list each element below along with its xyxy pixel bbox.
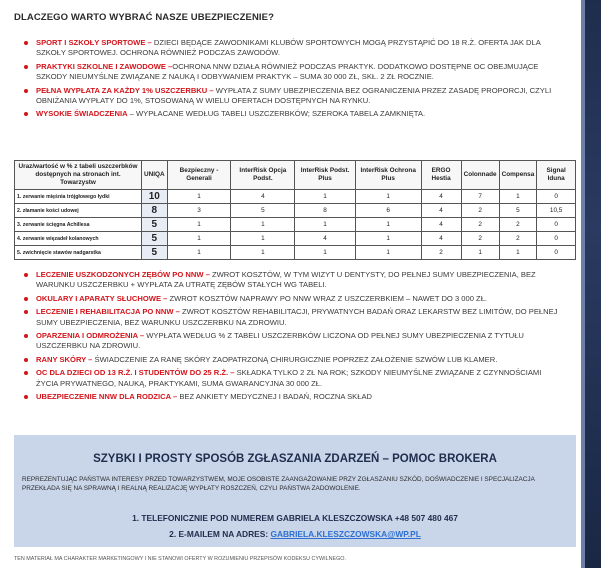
list-item bbox=[22, 355, 562, 365]
side-strip-edge bbox=[581, 0, 585, 568]
table-cell: 1 bbox=[461, 246, 499, 260]
table-row bbox=[15, 204, 576, 218]
item-text: ZWROT KOSZTÓW REHABILITACJI, PRYWATNYCH BADAŃ ORAZ LEKARSTW BEZ LIMITÓW, DO PEŁNEJ SUMY UBEZPIECZENIA, BEZ WARUNKU USZCZERBKU NA ZDROWIU. bbox=[36, 307, 558, 327]
table-cell: 5 bbox=[142, 246, 168, 260]
benefits-list-top bbox=[22, 38, 562, 123]
table-cell: 5 bbox=[142, 232, 168, 246]
item-text: – WYPŁACANE WEDŁUG TABELI USZCZERBKÓW; SZEROKA TABELA ZAMKNIĘTA. bbox=[127, 109, 426, 119]
table-cell: 2 bbox=[461, 218, 499, 232]
table-cell: 8 bbox=[295, 204, 356, 218]
table-cell: 5 bbox=[231, 204, 295, 218]
table-cell: 1 bbox=[499, 246, 537, 260]
list-item bbox=[22, 392, 562, 402]
list-item bbox=[22, 86, 562, 107]
table-cell: 4 bbox=[421, 232, 461, 246]
item-text: ZWROT KOSZTÓW NAPRAWY PO NNW WRAZ Z USZCZERBKIEM – NAWET DO 3 000 ZŁ. bbox=[167, 293, 488, 303]
column-header: Signal Iduna bbox=[537, 161, 576, 190]
list-item bbox=[22, 109, 562, 119]
table-cell: 8 bbox=[142, 204, 168, 218]
table-cell: 0 bbox=[537, 232, 576, 246]
table-cell: 0 bbox=[537, 190, 576, 204]
item-highlight: OC DLA DZIECI OD 13 R.Ż. I STUDENTÓW DO 25 R.Ż. – bbox=[36, 368, 235, 378]
table-cell: 4 bbox=[421, 204, 461, 218]
table-row bbox=[15, 232, 576, 246]
table-cell: 5 bbox=[499, 204, 537, 218]
item-text: ZWROT KOSZTÓW, W TYM WIZYT U DENTYSTY, DO PEŁNEJ SUMY UBEZPIECZENIA, BEZ WARUNKU USZCZERBKU + WYPŁATA ZA UTRATĘ ZĘBÓW STAŁYCH WG TABELI. bbox=[36, 270, 536, 290]
item-highlight: LECZENIE I REHABILITACJA PO NNW – bbox=[36, 307, 180, 317]
phone-contact-line: 1. TELEFONICZNIE POD NUMEREM GABRIELA KLESZCZOWSKA +48 507 480 467 bbox=[132, 513, 458, 523]
table-cell: 1 bbox=[295, 246, 356, 260]
table-cell: 1 bbox=[355, 218, 421, 232]
table-cell: 1 bbox=[295, 190, 356, 204]
row-label: 2. złamanie kości udowej bbox=[15, 204, 142, 218]
column-header: Compensa bbox=[499, 161, 537, 190]
table-cell: 10,5 bbox=[537, 204, 576, 218]
item-highlight: PEŁNA WYPŁATA ZA KAŻDY 1% USZCZERBKU – bbox=[36, 85, 214, 95]
list-item bbox=[22, 38, 562, 59]
item-highlight: OKULARY I APARATY SŁUCHOWE – bbox=[36, 293, 168, 303]
table-cell: 1 bbox=[295, 218, 356, 232]
table-cell: 4 bbox=[295, 232, 356, 246]
disclaimer-text: TEN MATERIAŁ MA CHARAKTER MARKETINGOWY I NIE STANOWI OFERTY W ROZUMIENIU PRZEPISÓW KODEKSU CYWILNEGO. bbox=[14, 556, 346, 562]
comparison-table bbox=[14, 160, 576, 260]
table-cell: 1 bbox=[231, 246, 295, 260]
item-highlight: PRAKTYKI SZKOLNE I ZAWODOWE – bbox=[36, 61, 173, 71]
bullet-icon bbox=[24, 41, 28, 45]
row-label: 1. zerwanie mięśnia trójgłowego łydki bbox=[15, 190, 142, 204]
row-label: 3. zerwanie ścięgna Achillesa bbox=[15, 218, 142, 232]
column-header: InterRisk Ochrona Plus bbox=[355, 161, 421, 190]
table-cell: 6 bbox=[355, 204, 421, 218]
item-highlight: LECZENIE USZKODZONYCH ZĘBÓW PO NNW – bbox=[36, 270, 210, 279]
table-row bbox=[15, 218, 576, 232]
table-cell: 7 bbox=[461, 190, 499, 204]
list-item bbox=[22, 62, 562, 83]
table-cell: 1 bbox=[499, 190, 537, 204]
bullet-icon bbox=[24, 89, 28, 93]
column-header: InterRisk Podst. Plus bbox=[295, 161, 356, 190]
bullet-icon bbox=[24, 273, 28, 277]
column-header: ERGO Hestia bbox=[421, 161, 461, 190]
decorative-side-strip bbox=[581, 0, 601, 568]
item-text: SKŁADKA TYLKO 2 ZŁ NA ROK; SZKODY NIEUMYŚLNE ZWIĄZANE Z CZYNNOŚCIAMI ŻYCIA PRYWATNEGO, NAUKĄ, PRAKTYKAMI, SUMA GWARANCYJNA 30 000 ZŁ. bbox=[36, 368, 542, 388]
table-cell: 1 bbox=[167, 218, 231, 232]
table-cell: 1 bbox=[167, 232, 231, 246]
column-header: UNIQA bbox=[142, 161, 168, 190]
table-cell: 2 bbox=[499, 232, 537, 246]
bullet-icon bbox=[24, 371, 28, 375]
column-header: InterRisk Opcja Podst. bbox=[231, 161, 295, 190]
table-row bbox=[15, 190, 576, 204]
list-item bbox=[22, 270, 562, 291]
email-contact-line bbox=[14, 529, 576, 539]
bullet-icon bbox=[24, 297, 28, 301]
benefits-list-bottom bbox=[22, 270, 562, 405]
column-header: Colonnade bbox=[461, 161, 499, 190]
item-text: DZIECI BĘDĄCE ZAWODNIKAMI KLUBÓW SPORTOWYCH MOGĄ PRZYSTĄPIĆ DO 18 R.Ż. OFERTA JAK DLA SZKOŁY SPORTOWEJ. OCHRONA RÓWNIEŻ PODCZAS ZAWODÓW. bbox=[36, 38, 541, 58]
page-title: DLACZEGO WARTO WYBRAĆ NASZE UBEZPIECZENIE? bbox=[14, 12, 274, 23]
table-header-row bbox=[15, 161, 576, 190]
list-item bbox=[22, 294, 562, 304]
item-text: BEZ ANKIETY MEDYCZNEJ I BADAŃ, ROCZNA SKŁAD bbox=[177, 392, 373, 402]
item-text: OCHRONA NNW DZIAŁA RÓWNIEŻ PODCZAS PRAKTYK. DODATKOWO DOSTĘPNE OC OBEJMUJĄCE SZKODY NIEUMYŚLNE ZWIĄZANE Z NAUKĄ I ODBYWANIEM PRAKTYK – SUMA 30 000 ZŁ, SKŁ. 2 ZŁ ROCZNIE. bbox=[36, 61, 539, 82]
table-cell: 1 bbox=[355, 190, 421, 204]
table-cell: 1 bbox=[167, 246, 231, 260]
row-label: 4. zerwanie więzadeł kolanowych bbox=[15, 232, 142, 246]
list-item bbox=[22, 331, 562, 352]
item-highlight: OPARZENIA I ODMROŻENIA – bbox=[36, 331, 145, 341]
bullet-icon bbox=[24, 112, 28, 116]
table-cell: 2 bbox=[421, 246, 461, 260]
email-prefix: 2. E-MAILEM NA ADRES: bbox=[169, 529, 271, 539]
row-label: 5. zwichnięcie stawów nadgarstka bbox=[15, 246, 142, 260]
table-cell: 4 bbox=[231, 190, 295, 204]
bullet-icon bbox=[24, 358, 28, 362]
bullet-icon bbox=[24, 334, 28, 338]
item-text: ŚWIADCZENIE ZA RANĘ SKÓRY ZAOPATRZONĄ CHIRURGICZNIE POPRZEZ ZAŁOŻENIE SZWÓW LUB KLAMER. bbox=[92, 354, 498, 364]
column-header: Uraz/wartość w % z tabeli uszczerbków dostępnych na stronach int. Towarzystw bbox=[15, 161, 142, 190]
item-highlight: SPORT I SZKOŁY SPORTOWE – bbox=[36, 38, 152, 47]
broker-heading: SZYBKI I PROSTY SPOSÓB ZGŁASZANIA ZDARZEŃ – POMOC BROKERA bbox=[93, 453, 497, 465]
table-cell: 4 bbox=[421, 218, 461, 232]
item-highlight: RANY SKÓRY – bbox=[36, 354, 93, 364]
table-cell: 5 bbox=[142, 218, 168, 232]
broker-help-panel bbox=[14, 435, 576, 547]
item-text: WYPŁATA WEDŁUG % Z TABELI USZCZERBKÓW LICZONA OD PEŁNEJ SUMY UBEZPIECZENIA Z TYTUŁU USZCZERBKU NA ZDROWIU. bbox=[36, 331, 524, 351]
email-link[interactable]: GABRIELA.KLESZCZOWSKA@WP.PL bbox=[270, 529, 421, 539]
table-cell: 0 bbox=[537, 246, 576, 260]
column-header: Bezpieczny - Generali bbox=[167, 161, 231, 190]
item-text: WYPŁATA Z SUMY UBEZPIECZENIA BEZ OGRANICZENIA PRZEZ ZASADĘ PROPORCJI, CZYLI OBNIŻANIA WYPŁATY DO 1%, STOSOWANĄ W WIELU OFERTACH DOSTĘPNYCH NA RYNKU. bbox=[36, 85, 552, 106]
item-highlight: WYSOKIE ŚWIADCZENIA bbox=[36, 109, 128, 119]
table-cell: 3 bbox=[167, 204, 231, 218]
broker-description: REPREZENTUJĄC PAŃSTWA INTERESY PRZED TOWARZYSTWEM, MOJE OSOBISTE ZAANGAŻOWANIE PRZY ZGŁASZANIU SZKÓD, DOŚWIADCZENIE I SPECJALIZACJA PRZEKŁADA SIĘ NA SPRAWNĄ I REALNĄ REALIZACJĘ WYPŁATY ROSZCZEŃ, CZYLI PAŃSTWA ZADOWOLENIE. bbox=[22, 476, 535, 492]
table-cell: 1 bbox=[231, 232, 295, 246]
table-cell: 1 bbox=[167, 190, 231, 204]
list-item bbox=[22, 307, 562, 328]
table-cell: 2 bbox=[461, 232, 499, 246]
table-cell: 1 bbox=[231, 218, 295, 232]
bullet-icon bbox=[24, 65, 28, 69]
table-cell: 2 bbox=[461, 204, 499, 218]
item-highlight: UBEZPIECZENIE NNW DLA RODZICA – bbox=[36, 392, 178, 402]
table-cell: 0 bbox=[537, 218, 576, 232]
table-row bbox=[15, 246, 576, 260]
table-cell: 1 bbox=[355, 232, 421, 246]
bullet-icon bbox=[24, 395, 28, 399]
bullet-icon bbox=[24, 310, 28, 314]
table-cell: 1 bbox=[355, 246, 421, 260]
table-cell: 2 bbox=[499, 218, 537, 232]
table-cell: 10 bbox=[142, 190, 168, 204]
table-cell: 4 bbox=[421, 190, 461, 204]
list-item bbox=[22, 368, 562, 389]
